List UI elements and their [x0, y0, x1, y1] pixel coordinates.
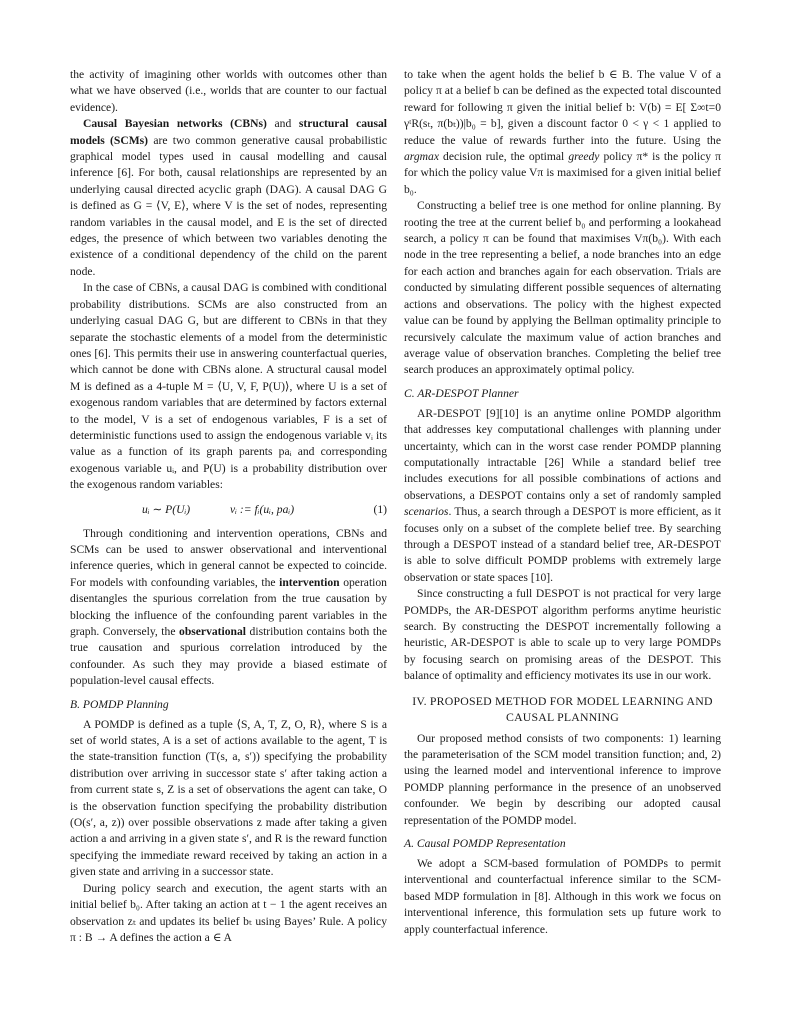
- paragraph: During policy search and execution, the agent starts with an initial belief b₀. After taking an action at t − 1 the agent receives an observation zₜ and updates its belief bₜ using Bayes’ Rule. A policy π : B → A defines the action a ∈ A: [70, 881, 387, 944]
- section-heading-iv: IV. PROPOSED METHOD FOR MODEL LEARNING AND CAUSAL PLANNING: [412, 693, 713, 724]
- paragraph: the activity of imagining other worlds with outcomes other than what we have observed (i.e., worlds that are counter to our factual evidence).: [70, 68, 387, 114]
- paragraph-value-function: [404, 67, 721, 198]
- text-fragment: operation disentangles the spurious correlation from the true causation by blocking the influence of the confounding parent variables in the graph. Conversely, the: [70, 575, 387, 638]
- text-fragment: Through conditioning and intervention operations, CBNs and SCMs can be used to answer observational and interventional inference queries, which in general cannot be expected to coincide. For models with confounding variables, the: [70, 526, 387, 589]
- paragraph-ar-despot: [404, 406, 721, 586]
- text-fragment: decision rule, the optimal: [439, 150, 569, 164]
- subsection-heading-pomdp-planning: B. POMDP Planning: [70, 697, 169, 711]
- term-argmax: argmax: [404, 150, 439, 164]
- subsection-heading-ar-despot: C. AR-DESPOT Planner: [404, 386, 519, 400]
- text-fragment: to take when the agent holds the belief b ∈ B. The value V of a policy π at a belief b can be defined as the expected total discounted reward for following π given the initial belief b: V(b) = E[ Σ∞t=0 γᵗR(sₜ, π(bₜ))|b₀ = b], given a discount factor 0 < γ < 1 applied to reduce the value of rewards further into the future. Using the: [404, 68, 721, 147]
- paragraph-cbn-scm: [70, 116, 387, 280]
- paragraph: We adopt a SCM-based formulation of POMDPs to permit interventional and counterfactual inference similar to the SCM-based MDP formulation in [8]. Although in this work we focus on interventional inference, this formulation sets up future work to apply counterfactual inference.: [404, 857, 721, 936]
- paragraph: In the case of CBNs, a causal DAG is combined with conditional probability distributions. SCMs are also constructed from an underlying casual DAG G, but are different to CBNs in that they separate the stochastic elements of a model from the deterministic ones [6]. This permits their use in answering counterfactual queries, which cannot be done with CBNs alone. A structural causal model M is defined as a 4-tuple M = ⟨U, V, F, P(U)⟩, where U is a set of exogenous random variables that are determined by factors external to the model, V is a set of endogenous variables, F is a set of deterministic functions used to assign the endogenous variable vᵢ its value as a function of its graph parents paᵢ and corresponding exogenous variable uᵢ, and P(U) is a probability distribution over the exogenous random variables:: [70, 281, 387, 492]
- text-fragment: AR-DESPOT [9][10] is an anytime online POMDP algorithm that addresses key computational challenges with planning under uncertainty, which can in the worst case render POMDP planning computationally intractable [26] While a standard belief tree includes executions for all possible combinations of actions and observations, a DESPOT contains only a set of randomly sampled: [404, 406, 721, 502]
- paragraph: A POMDP is defined as a tuple ⟨S, A, T, Z, O, R⟩, where S is a set of world states, A is a set of actions available to the agent, T is the state-transition function (T(s, a, s′)) specifying the probability distribution over arriving in successor state s′ after taking action a from current state s, Z is a set of observations the agent can take, O is the observation function specifying the probability distribution (O(s′, a, z)) over possible observations z made after taking a given action a and arriving in a given state s′, and R is the reward function specifying the immediate reward received by taking an action in a given state and arriving in a successor state.: [70, 717, 387, 879]
- term-cbn: Causal Bayesian networks (CBNs): [83, 117, 267, 131]
- term-scenarios: scenarios: [404, 505, 449, 519]
- subsection-heading-causal-pomdp: A. Causal POMDP Representation: [404, 837, 566, 851]
- text-fragment: are two common generative causal probabilistic graphical model types used in causal modelling and causal inference [6]. For both, causal relationships are represented by an underlying causal directed acyclic graph (DAG). A causal DAG G is defined as G = ⟨V, E⟩, where V is the set of nodes, representing random variables in the causal model, and E is the set of directed edges, the presence of which between two variables denoting the existence of a conditional dependency of the child on the parent node.: [70, 133, 387, 278]
- right-column: [404, 67, 721, 938]
- term-greedy: greedy: [568, 150, 600, 164]
- term-scm: structural causal models (SCMs): [70, 117, 387, 147]
- equation-rhs: vᵢ := fᵢ(uᵢ, paᵢ): [230, 502, 295, 516]
- text-fragment: and: [266, 117, 299, 131]
- paragraph-intervention: [70, 526, 387, 690]
- term-intervention: intervention: [279, 575, 340, 589]
- equation-lhs: uᵢ ∼ P(Uᵢ): [142, 502, 191, 516]
- term-observational: observational: [179, 625, 247, 638]
- left-column: [70, 67, 387, 946]
- paragraph: Our proposed method consists of two components: 1) learning the parameterisation of the SCM model transition function; and, 2) using the learned model and interventional inference to improve POMDP planning performance in the presence of an unobserved confounder. We begin by describing our adopted causal representation of the POMDP model.: [404, 731, 721, 827]
- text-fragment: distribution contains both the true causation and spurious correlation introduced by the confounder. As such they may provide a biased estimate of population-level causal effects.: [70, 625, 388, 688]
- text-fragment: . Thus, a search through a DESPOT is more efficient, as it focuses only on a subset of the complete belief tree. By searching through a DESPOT instead of a standard belief tree, AR-DESPOT is able to solve difficult POMDP problems with extremely large observation or state spaces [10].: [404, 505, 721, 584]
- text-fragment: policy π* is the policy π for which the policy value Vπ is maximised for a given initial belief b₀.: [404, 150, 721, 196]
- paragraph: Since constructing a full DESPOT is not practical for very large POMDPs, the AR-DESPOT algorithm performs anytime heuristic search. By constructing the DESPOT incrementally following a heuristic, AR-DESPOT is able to scale up to very large POMDPs by focusing search on promising areas of the DESPOT. This balance of optimality and efficiency motivates its use in our work.: [404, 587, 721, 683]
- paragraph: Constructing a belief tree is one method for online planning. By rooting the tree at the current belief b₀ and performing a lookahead search, a policy π can be found that maximises Vπ(b₀). With each node in the tree representing a belief, a node branches into an edge for each action and branches again for each observation. Trials are conducted by simulating different possible sequences of alternating actions and observations. The policy with the highest expected value can be found by applying the Bellman optimality principle to recursively calculate the maximum value of action branches and average value of observation branches. Completing the belief tree search produces an approximately optimal policy.: [404, 199, 721, 377]
- equation-number: (1): [373, 502, 387, 516]
- equation-1: [70, 499, 387, 521]
